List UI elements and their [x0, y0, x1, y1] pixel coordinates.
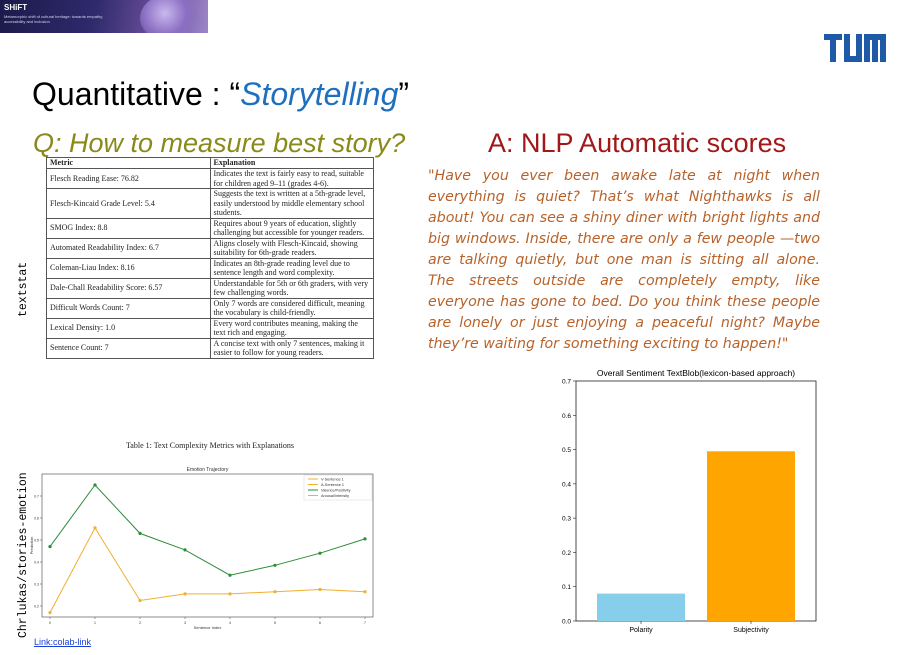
x-tick-label: 7 — [364, 621, 366, 625]
legend-label: Valence/Positivity — [321, 488, 351, 493]
data-point — [93, 483, 96, 486]
tum-logo — [824, 32, 886, 64]
table-row — [47, 318, 374, 338]
x-tick-label: 3 — [184, 621, 186, 625]
legend-label: A-Sentence 1 — [321, 482, 345, 487]
series-line — [50, 528, 365, 613]
metric-cell: Dale-Chall Readability Score: 6.57 — [47, 278, 211, 298]
question-heading: Q: How to measure best story? — [33, 128, 406, 158]
data-point — [228, 574, 231, 577]
colab-link[interactable]: Link:colab-link — [34, 637, 92, 647]
data-point — [273, 564, 276, 567]
table-header-row — [47, 158, 374, 169]
y-tick-label: 0.4 — [561, 481, 571, 489]
x-tick-label: 0 — [49, 621, 51, 625]
y-tick-label: 0.5 — [561, 447, 571, 455]
metric-cell: Sentence Count: 7 — [47, 338, 211, 358]
explanation-cell: Every word contributes meaning, making the text rich and engaging. — [210, 318, 374, 338]
y-tick-label: 0.5 — [34, 538, 39, 543]
data-point — [363, 537, 366, 540]
explanation-cell: A concise text with only 7 sentences, making it easier to follow for young readers. — [210, 338, 374, 358]
side-label-textstat: textstat — [17, 261, 30, 317]
explanation-cell: Indicates an 8th-grade reading level due to sentence length and word complexity. — [210, 258, 374, 278]
data-point — [228, 592, 231, 595]
data-point — [363, 590, 366, 593]
x-tick-label: Polarity — [629, 627, 653, 634]
metric-cell: Difficult Words Count: 7 — [47, 298, 211, 318]
y-tick-label: 0.1 — [561, 584, 571, 592]
table-row — [47, 278, 374, 298]
table-row — [47, 258, 374, 278]
y-tick-label: 0.2 — [34, 604, 39, 609]
y-tick-label: 0.4 — [34, 560, 39, 565]
y-tick-label: 0.3 — [561, 515, 571, 523]
table-row — [47, 218, 374, 238]
y-tick-label: 0.7 — [561, 378, 571, 386]
explanation-column-header: Explanation — [210, 158, 374, 169]
x-tick-label: 4 — [229, 621, 231, 625]
x-axis-label: Sentence Index — [193, 625, 222, 630]
x-tick-label: 5 — [274, 621, 276, 625]
project-banner — [0, 0, 208, 33]
y-tick-label: 0.7 — [34, 494, 39, 499]
metric-cell: Coleman-Liau Index: 8.16 — [47, 258, 211, 278]
table-row — [47, 169, 374, 189]
data-point — [183, 548, 186, 551]
banner-brand: SHiFT — [4, 3, 28, 12]
metric-cell: Automated Readability Index: 6.7 — [47, 238, 211, 258]
metric-cell: SMOG Index: 8.8 — [47, 218, 211, 238]
explanation-cell: Aligns closely with Flesch-Kincaid, showing suitability for 6th-grade readers. — [210, 238, 374, 258]
title-suffix: ” — [398, 76, 410, 112]
metric-cell: Flesch-Kincaid Grade Level: 5.4 — [47, 189, 211, 219]
metric-cell: Flesch Reading Ease: 76.82 — [47, 169, 211, 189]
y-tick-label: 0.3 — [34, 582, 39, 587]
bar — [597, 594, 685, 621]
banner-tagline: Metamorphic shift of cultural heritage: towards empathy, accessibility and inclusion — [4, 14, 104, 24]
explanation-cell: Suggests the text is written at a 5th-grade level, easily understood by middle elementary school students. — [210, 189, 374, 219]
side-label-emotion: Chrlukas/stories-emotion — [17, 472, 30, 638]
emotion-trajectory-chart — [28, 462, 378, 634]
title-prefix: Quantitative : “ — [32, 76, 241, 112]
y-axis-label: Prediction — [29, 536, 34, 555]
legend-label: Arousal/Intensity — [321, 493, 350, 498]
metrics-table — [46, 157, 374, 359]
x-tick-label: 2 — [139, 621, 141, 625]
x-tick-label: 1 — [94, 621, 96, 625]
chart-title: Emotion Trajectory — [186, 467, 229, 473]
explanation-cell: Indicates the text is fairly easy to read, suitable for children aged 9–11 (grades 4-6). — [210, 169, 374, 189]
banner-artwork — [140, 0, 202, 33]
data-point — [48, 545, 51, 548]
metric-column-header: Metric — [47, 158, 211, 169]
table-row — [47, 298, 374, 318]
answer-heading: A: NLP Automatic scores — [488, 128, 787, 158]
legend-label: V-Sentence 1 — [321, 477, 344, 482]
table-row — [47, 189, 374, 219]
data-point — [318, 552, 321, 555]
y-tick-label: 0.6 — [561, 412, 571, 420]
sentiment-bar-chart — [540, 366, 830, 638]
data-point — [183, 592, 186, 595]
slide-title — [32, 76, 409, 113]
explanation-cell: Requires about 9 years of education, slightly challenging but accessible for younger readers. — [210, 218, 374, 238]
data-point — [138, 532, 141, 535]
y-tick-label: 0.6 — [34, 516, 39, 521]
metric-cell: Lexical Density: 1.0 — [47, 318, 211, 338]
y-tick-label: 0.0 — [561, 618, 571, 626]
story-text: "Have you ever been awake late at night when everything is quiet? That’s what Nighthawks is all about! You can see a shiny diner with bright lights and big windows. Inside, there are only a few people —two are talking quietly, but one man is sitting all alone. The streets outside are completely empty, like everyone has gone to bed. Do you think these people are lonely or just enjoying a peaceful night? Maybe they’re waiting for something exciting to happen!" — [428, 168, 820, 352]
data-point — [138, 599, 141, 602]
chart-title: Overall Sentiment TextBlob(lexicon-based approach) — [596, 368, 796, 378]
x-tick-label: 6 — [319, 621, 321, 625]
table-caption: Table 1: Text Complexity Metrics with Explanations — [125, 441, 295, 450]
x-tick-label: Subjectivity — [733, 627, 769, 634]
y-tick-label: 0.2 — [561, 549, 571, 557]
bar — [707, 451, 795, 621]
data-point — [273, 590, 276, 593]
explanation-cell: Understandable for 5th or 6th graders, with very few challenging words. — [210, 278, 374, 298]
table-row — [47, 338, 374, 358]
title-emphasis: Storytelling — [240, 76, 399, 112]
data-point — [318, 588, 321, 591]
table-row — [47, 238, 374, 258]
explanation-cell: Only 7 words are considered difficult, meaning the vocabulary is child-friendly. — [210, 298, 374, 318]
data-point — [48, 611, 51, 614]
data-point — [93, 526, 96, 529]
